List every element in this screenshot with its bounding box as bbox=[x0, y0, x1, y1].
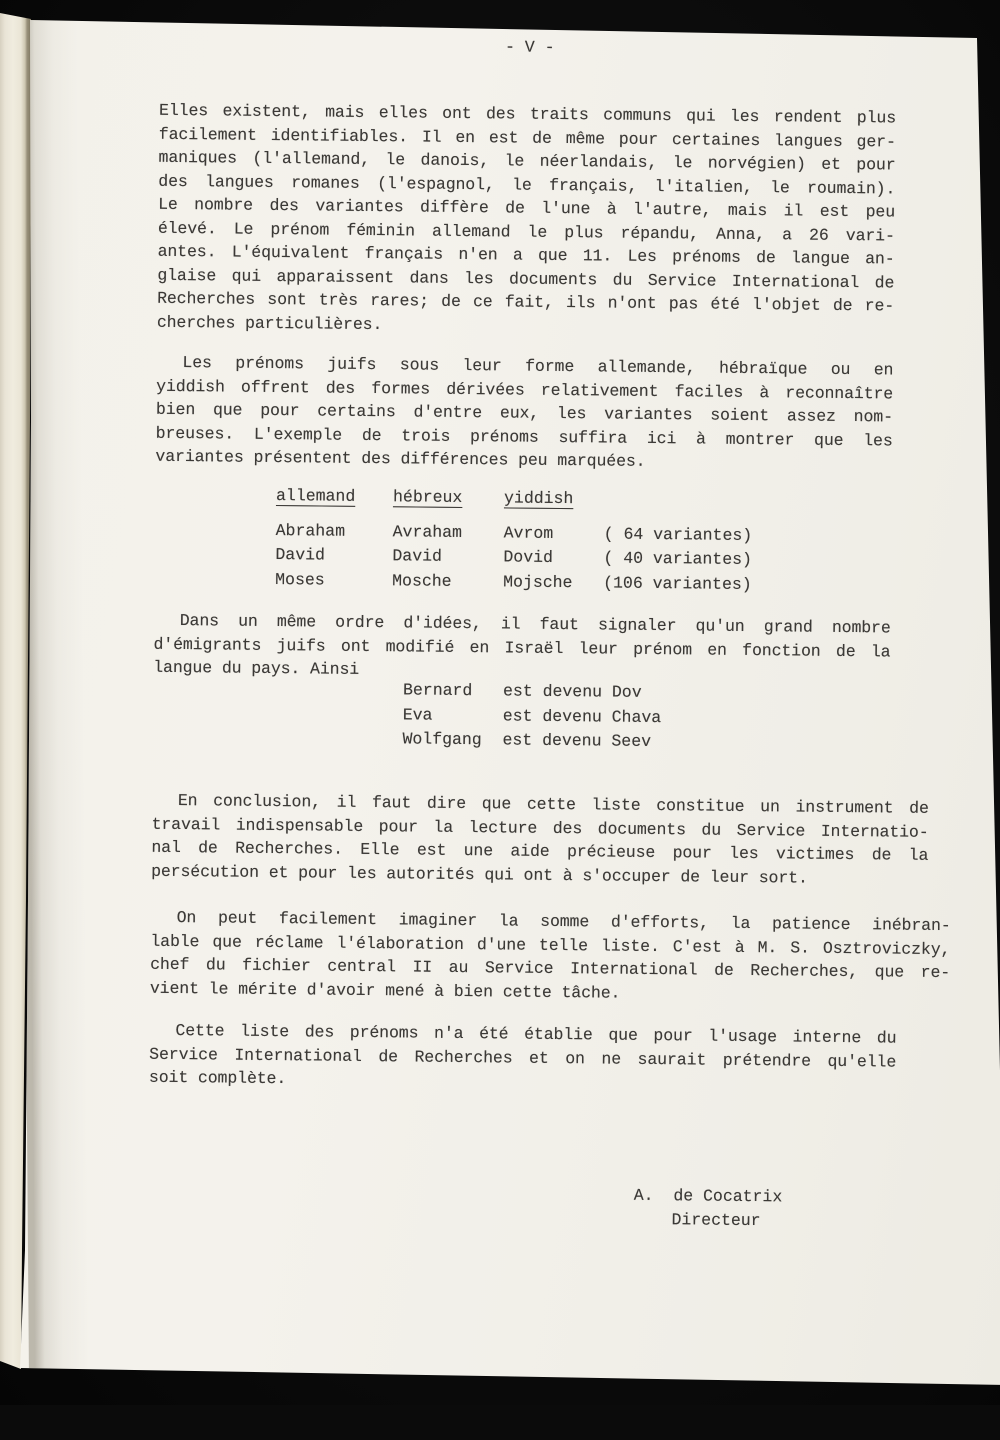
names-table bbox=[275, 484, 753, 597]
paragraph-1 bbox=[157, 99, 896, 342]
new-name: est devenu Dov bbox=[502, 681, 642, 702]
paragraph-3 bbox=[153, 609, 891, 687]
list-item bbox=[402, 727, 661, 754]
text-line: yiddish offrent des formes dérivées relativement faciles à reconnaître bbox=[156, 376, 894, 403]
paragraph-5 bbox=[150, 906, 951, 1008]
text-line: langue du pays. Ainsi bbox=[153, 657, 360, 679]
typed-content bbox=[72, 24, 992, 1393]
text-line: vient le mérite d'avoir mené à bien cette tâche. bbox=[149, 978, 621, 1003]
text-line: persécution et pour les autorités qui ont à s'occuper de leur sort. bbox=[151, 861, 808, 888]
text-line: Dans un même ordre d'idées, il faut signaler qu'un grand nombre bbox=[179, 611, 891, 638]
text-line: Les prénoms juifs sous leur forme allemande, hébraïque ou en bbox=[182, 353, 894, 380]
text-line: soit complète. bbox=[148, 1067, 287, 1089]
renamed-names-list bbox=[402, 678, 661, 754]
text-line: des langues romanes (l'espagnol, le français, l'italien, le roumain). bbox=[158, 171, 896, 198]
cell-variants: ( 40 variantes) bbox=[603, 548, 753, 570]
cell-allemand: David bbox=[275, 545, 326, 565]
cell-hebreux: Avraham bbox=[392, 521, 463, 542]
paragraph-2 bbox=[155, 351, 893, 476]
text-line: d'émigrants juifs ont modifié en Israël leur prénom en fonction de la bbox=[153, 634, 891, 661]
page-number: - V - bbox=[504, 37, 555, 57]
text-line: Service International de Recherches et on ne saurait prétendre qu'elle bbox=[149, 1044, 897, 1072]
cell-variants: ( 64 variantes) bbox=[603, 523, 753, 545]
text-line: En conclusion, il faut dire que cette liste constitue un instrument de bbox=[177, 791, 929, 818]
text-line: Le nombre des variantes diffère de l'une à l'autre, mais il est peu bbox=[158, 194, 896, 222]
signature-name: A. de Cocatrix bbox=[633, 1185, 783, 1207]
table-header-hebreux: hébreux bbox=[392, 487, 463, 507]
cell-yiddish: Dovid bbox=[503, 547, 554, 567]
cell-allemand: Abraham bbox=[275, 520, 346, 541]
table-header-row bbox=[276, 484, 753, 513]
new-name: est devenu Chava bbox=[502, 705, 662, 727]
text-line: Recherches sont très rares; de ce fait, ils n'ont pas été l'objet de re- bbox=[157, 288, 895, 316]
text-line: bien que pour certains d'entre eux, les variantes soient assez nom- bbox=[155, 399, 894, 427]
signature-block bbox=[633, 1184, 782, 1234]
old-name: Eva bbox=[402, 704, 433, 725]
cell-allemand: Moses bbox=[275, 569, 325, 590]
list-item bbox=[403, 678, 662, 705]
text-line: nal de Recherches. Elle est une aide précieuse pour les victimes de la bbox=[151, 837, 929, 865]
table-header-allemand: allemand bbox=[275, 486, 356, 506]
text-line: cherches particulières. bbox=[156, 312, 383, 334]
signature-title: Directeur bbox=[671, 1210, 761, 1231]
text-line: antes. L'équivalent français n'en a que 11. Les prénoms de langue an- bbox=[157, 241, 895, 269]
text-line: travail indispensable pour la lecture des documents du Service Internatio- bbox=[151, 814, 929, 842]
new-name: est devenu Seev bbox=[502, 730, 652, 751]
cell-hebreux: David bbox=[392, 546, 443, 566]
text-line: facilement identifiables. Il en est de même pour certaines langues ger- bbox=[158, 124, 896, 151]
old-name: Bernard bbox=[402, 680, 473, 701]
table-row bbox=[275, 568, 752, 597]
paragraph-4 bbox=[151, 789, 929, 891]
text-line: maniques (l'allemand, le danois, le néerlandais, le norvégien) et pour bbox=[158, 147, 896, 175]
text-line: variantes présentent des différences peu marquées. bbox=[155, 446, 646, 471]
cell-variants: (106 variantes) bbox=[603, 572, 752, 594]
text-line: glaise qui apparaissent dans les documents du Service International de bbox=[157, 265, 895, 292]
text-line: Elles existent, mais elles ont des traits communs qui les rendent plus bbox=[159, 100, 897, 128]
paragraph-6 bbox=[149, 1019, 897, 1097]
cell-hebreux: Mosche bbox=[392, 570, 452, 591]
text-line: breuses. L'exemple de trois prénoms suffira ici à montrer que les bbox=[155, 423, 893, 450]
text-line: Cette liste des prénoms n'a été établie que pour l'usage interne du bbox=[175, 1020, 897, 1048]
cell-yiddish: Mojsche bbox=[503, 571, 573, 592]
cell-yiddish: Avrom bbox=[503, 522, 554, 543]
table-header-yiddish: yiddish bbox=[503, 488, 574, 509]
text-line: lable que réclame l'élaboration d'une telle liste. C'est à M. S. Osztroviczky, bbox=[150, 931, 951, 959]
text-line: élevé. Le prénom féminin allemand le plus répandu, Anna, a 26 vari- bbox=[157, 218, 895, 245]
text-line: On peut facilement imaginer la somme d'efforts, la patience inébran- bbox=[176, 907, 951, 936]
list-item bbox=[403, 703, 662, 730]
old-name: Wolfgang bbox=[402, 729, 482, 750]
text-line: chef du fichier central II au Service International de Recherches, que re- bbox=[150, 954, 951, 983]
